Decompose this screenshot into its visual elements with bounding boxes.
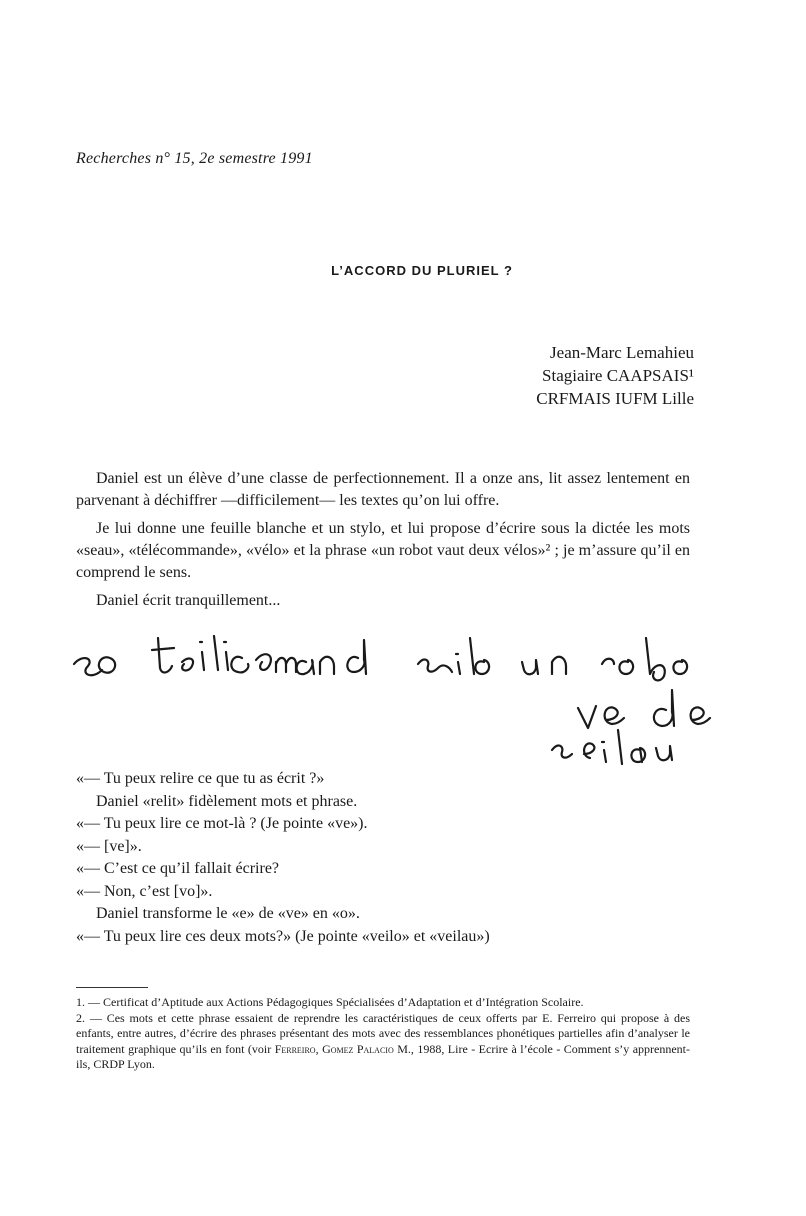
dialogue-block [76,768,696,948]
dialogue-line: «— C’est ce qu’il fallait écrire? [76,860,280,877]
author-block [536,341,694,410]
footnote-2 [76,1011,690,1073]
author-status: Stagiaire CAAPSAIS¹ [542,366,694,385]
author-affiliation: CRFMAIS IUFM Lille [536,389,694,408]
paragraph: Daniel écrit tranquillement... [96,592,281,609]
dialogue-line: Daniel «relit» fidèlement mots et phrase. [96,792,358,810]
handwriting-svg [66,618,786,778]
dialogue-line: «— Non, c’est [vo]». [76,882,213,900]
footnote-2-text-end: M., 1988, Lire - Ecrire à l’école - Comment s’y apprennent-ils, CRDP Lyon. [76,1041,690,1071]
footnote-1: 1. — Certificat d’Aptitude aux Actions Pédagogiques Spécialisées d’Adaptation et d’Intégration Scolaire. [76,995,584,1009]
footnote-2-author: Gomez Palacio [322,1041,394,1056]
footnote-2-sep: , [315,1041,323,1056]
handwritten-sample [66,618,786,778]
body-text [76,468,690,612]
paragraph: Je lui donne une feuille blanche et un stylo, et lui propose d’écrire sous la dictée les mots «seau», «télécommande», «vélo» et la phrase «un robot vaut deux vélos»² ; je m’assure qu’il en comprend le sens. [76,520,690,581]
footnote-divider [76,987,148,988]
article-title: L’ACCORD DU PLURIEL ? [331,263,513,278]
author-name: Jean-Marc Lemahieu [550,343,694,362]
dialogue-line: «— [ve]». [76,837,142,855]
dialogue-line: «— Tu peux relire ce que tu as écrit ?» [76,770,325,787]
paragraph: Daniel est un élève d’une classe de perfectionnement. Il a onze ans, lit assez lentement en parvenant à déchiffrer —difficilement— les textes qu’on lui offre. [76,470,690,509]
dialogue-line: Daniel transforme le «e» de «ve» en «o». [96,905,360,922]
footnote-2-text: 2. — Ces mots et cette phrase essaient de reprendre les caractéristiques de ceux offerts par E. Ferreiro qui propose à des enfants, entre autres, d’écrire des phrases présentant des mots avec des ressemblances phonétiques partielles afin d’analyser le traitement graphique qu’ils en font (voir [76,1010,690,1056]
footnote-2-author: Ferreiro [274,1041,316,1056]
dialogue-line: «— Tu peux lire ces deux mots?» (Je pointe «veilo» et «veilau») [76,927,490,945]
handwriting-strokes [74,636,710,764]
footnotes [76,995,690,1073]
dialogue-line: «— Tu peux lire ce mot-là ? (Je pointe «ve»). [76,815,368,832]
journal-reference: Recherches n° 15, 2e semestre 1991 [76,150,313,167]
